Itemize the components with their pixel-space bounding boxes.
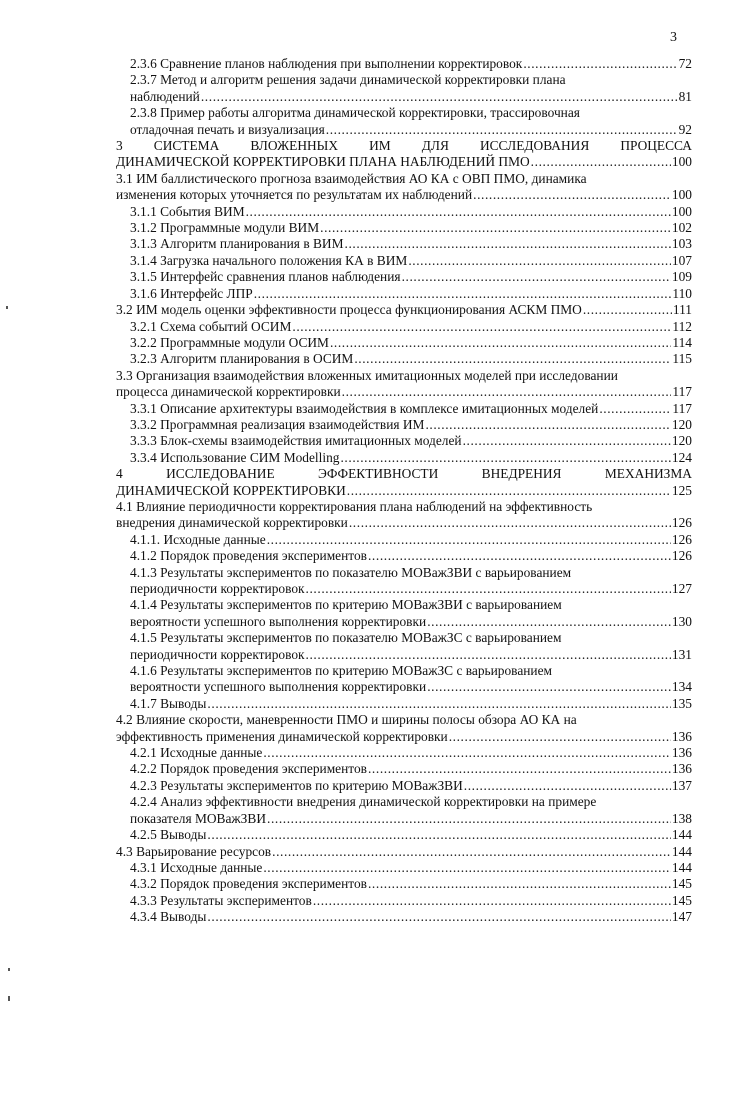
toc-entry bbox=[116, 368, 692, 401]
toc-entry-text: 3.2.3 Алгоритм планирования в ОСИМ bbox=[130, 351, 354, 367]
toc-entry bbox=[116, 466, 692, 499]
toc-page-number: 92 bbox=[678, 121, 692, 137]
toc-page-number: 127 bbox=[671, 581, 692, 596]
toc-entry-line bbox=[130, 860, 692, 876]
dot-leader bbox=[267, 811, 671, 827]
chapter-title-word: СИСТЕМА bbox=[153, 138, 220, 154]
toc-entry-line bbox=[130, 876, 692, 892]
toc-entry-text: 2.3.7 Метод и алгоритм решения задачи динамической корректировки плана bbox=[130, 72, 566, 88]
toc-entry bbox=[116, 532, 692, 548]
toc-page-number: 136 bbox=[671, 745, 692, 761]
toc-entry-line bbox=[116, 483, 692, 499]
toc-entry-line bbox=[130, 614, 692, 630]
dot-leader bbox=[272, 844, 671, 860]
dot-leader bbox=[201, 89, 678, 105]
toc-entry bbox=[116, 499, 692, 532]
toc-entry-line bbox=[130, 745, 692, 761]
dot-leader bbox=[292, 319, 671, 335]
dot-leader bbox=[267, 532, 671, 548]
toc-entry-text: 4.3.1 Исходные данные bbox=[130, 859, 263, 875]
toc-page-number: 126 bbox=[671, 548, 692, 564]
toc-entry-line bbox=[130, 548, 692, 564]
scan-speck bbox=[8, 996, 10, 1001]
toc-entry-text: 4.1.6 Результаты экспериментов по критерию МОВажЗС с варьированием bbox=[130, 663, 553, 679]
toc-entry-line bbox=[130, 433, 692, 449]
toc-entry-text: вероятности успешного выполнения корректировки bbox=[130, 613, 427, 629]
chapter-title-word: ИССЛЕДОВАНИЕ bbox=[166, 466, 275, 482]
toc-entry bbox=[116, 761, 692, 777]
toc-entry-line bbox=[130, 909, 692, 925]
toc-entry-line bbox=[116, 844, 692, 860]
toc-entry-line bbox=[116, 302, 692, 318]
toc-entry-line bbox=[130, 253, 692, 269]
toc-entry-text: вероятности успешного выполнения корректировки bbox=[130, 679, 427, 695]
toc-entry-text: 3.1.4 Загрузка начального положения КА в ВИМ bbox=[130, 252, 408, 268]
toc-entry-text: периодичности корректировок bbox=[130, 581, 305, 596]
dot-leader bbox=[330, 335, 671, 351]
toc-entry-text: 4.2.5 Выводы bbox=[130, 827, 207, 843]
toc-entry-text: 3.2.1 Схема событий ОСИМ bbox=[130, 318, 292, 334]
toc-entry bbox=[116, 335, 692, 351]
toc-entry bbox=[116, 401, 692, 417]
dot-leader bbox=[340, 450, 670, 466]
toc-entry-line bbox=[130, 335, 692, 351]
toc-entry bbox=[116, 548, 692, 564]
toc-entry-line bbox=[130, 220, 692, 236]
toc-entry bbox=[116, 56, 692, 72]
toc-page-number: 81 bbox=[678, 88, 692, 104]
toc-entry bbox=[116, 351, 692, 367]
toc-page-number: 107 bbox=[671, 252, 692, 268]
toc-entry-line bbox=[130, 417, 692, 433]
dot-leader bbox=[463, 433, 671, 449]
dot-leader bbox=[354, 351, 671, 367]
toc-entry-text: изменения которых уточняется по результатам их наблюдений bbox=[116, 187, 473, 203]
chapter-title-word: МЕХАНИЗМА bbox=[604, 466, 692, 482]
toc-page-number: 117 bbox=[672, 400, 692, 416]
toc-page-number: 125 bbox=[671, 482, 692, 498]
toc-page-number: 147 bbox=[671, 909, 692, 925]
toc-page-number: 72 bbox=[678, 56, 692, 71]
toc-entry-text: 3.1.3 Алгоритм планирования в ВИМ bbox=[130, 236, 344, 252]
toc-entry-text: показателя МОВажЗВИ bbox=[130, 810, 266, 826]
toc-entry-line bbox=[130, 893, 692, 909]
dot-leader bbox=[427, 679, 671, 695]
toc-entry-line bbox=[116, 384, 692, 400]
chapter-title-word: ПРОЦЕССА bbox=[620, 138, 692, 154]
chapter-title-word: 4 bbox=[116, 466, 123, 482]
toc-page-number: 144 bbox=[671, 859, 692, 875]
toc-entry bbox=[116, 319, 692, 335]
toc-entry bbox=[116, 893, 692, 909]
toc-entry-text: процесса динамической корректировки bbox=[116, 384, 341, 400]
toc-page-number: 136 bbox=[671, 761, 692, 777]
toc-page-number: 144 bbox=[671, 827, 692, 843]
toc-page-number: 145 bbox=[671, 892, 692, 908]
toc-entry-line bbox=[130, 811, 692, 827]
toc-page-number: 126 bbox=[671, 515, 692, 531]
dot-leader bbox=[263, 860, 671, 876]
toc-entry bbox=[116, 712, 692, 745]
dot-leader bbox=[306, 581, 671, 597]
toc-entry-text: 3.3.1 Описание архитектуры взаимодействия в комплексе имитационных моделей bbox=[130, 400, 599, 416]
toc-entry-text: ДИНАМИЧЕСКОЙ КОРРЕКТИРОВКИ ПЛАНА НАБЛЮДЕНИЙ ПМО bbox=[116, 154, 530, 170]
toc-entry bbox=[116, 433, 692, 449]
toc-page-number: 135 bbox=[671, 695, 692, 711]
toc-page-number: 111 bbox=[672, 302, 692, 318]
chapter-title-line bbox=[116, 138, 692, 154]
toc-page-number: 100 bbox=[671, 187, 692, 203]
dot-leader bbox=[326, 122, 678, 138]
toc-entry-line bbox=[130, 204, 692, 220]
toc-entry-line bbox=[130, 827, 692, 843]
dot-leader bbox=[531, 154, 671, 170]
toc-entry-text: 3.3.3 Блок-схемы взаимодействия имитационных моделей bbox=[130, 433, 462, 449]
toc-entry-text: 3.1.5 Интерфейс сравнения планов наблюдения bbox=[130, 269, 401, 285]
toc-entry-line bbox=[116, 515, 692, 531]
toc-entry-line bbox=[130, 286, 692, 302]
toc-entry-line bbox=[130, 122, 692, 138]
toc-page-number: 120 bbox=[671, 433, 692, 449]
toc-entry bbox=[116, 171, 692, 204]
toc-entry-line bbox=[130, 450, 692, 466]
toc-entry-line bbox=[130, 401, 692, 417]
chapter-title-word: 3 bbox=[116, 138, 123, 154]
toc-page-number: 131 bbox=[671, 646, 692, 662]
toc-entry bbox=[116, 220, 692, 236]
toc-entry bbox=[116, 138, 692, 171]
toc-entry-line bbox=[130, 56, 692, 72]
dot-leader bbox=[207, 696, 670, 712]
toc-entry bbox=[116, 105, 692, 138]
toc-page-number: 126 bbox=[671, 531, 692, 547]
toc-entry-line bbox=[130, 89, 692, 105]
table-of-contents bbox=[116, 56, 692, 926]
toc-entry bbox=[116, 417, 692, 433]
dot-leader bbox=[207, 827, 670, 843]
toc-entry-text: наблюдений bbox=[130, 88, 200, 104]
chapter-title-word: ВЛОЖЕННЫХ bbox=[250, 138, 339, 154]
dot-leader bbox=[254, 286, 672, 302]
toc-page-number: 138 bbox=[671, 810, 692, 826]
toc-entry bbox=[116, 778, 692, 794]
toc-page-number: 144 bbox=[671, 843, 692, 859]
toc-entry-text: 4.3.2 Порядок проведения экспериментов bbox=[130, 876, 367, 892]
toc-entry-text: отладочная печать и визуализация bbox=[130, 121, 325, 137]
toc-entry bbox=[116, 844, 692, 860]
toc-entry-text: 4.1.3 Результаты экспериментов по показателю МОВажЗВИ с варьированием bbox=[130, 564, 572, 580]
dot-leader bbox=[368, 761, 671, 777]
toc-page-number: 130 bbox=[671, 613, 692, 629]
toc-entry-text: 4.2 Влияние скорости, маневренности ПМО и ширины полосы обзора АО КА на bbox=[116, 712, 577, 728]
toc-entry-text: 4.1 Влияние периодичности корректирования плана наблюдений на эффективность bbox=[116, 498, 593, 514]
chapter-title-word: ЭФФЕКТИВНОСТИ bbox=[318, 466, 439, 482]
toc-page-number: 117 bbox=[672, 384, 692, 400]
toc-page-number: 103 bbox=[671, 236, 692, 252]
toc-entry bbox=[116, 253, 692, 269]
toc-entry-text: 3.3.2 Программная реализация взаимодействия ИМ bbox=[130, 416, 425, 432]
dot-leader bbox=[347, 483, 671, 499]
toc-page-number: 115 bbox=[672, 351, 692, 367]
chapter-title-word: ДЛЯ bbox=[421, 138, 449, 154]
chapter-title-word: ИССЛЕДОВАНИЯ bbox=[479, 138, 590, 154]
toc-entry-text: 3.1.6 Интерфейс ЛПР bbox=[130, 285, 253, 301]
page-number: 3 bbox=[670, 30, 677, 45]
dot-leader bbox=[523, 56, 677, 72]
dot-leader bbox=[246, 204, 671, 220]
toc-entry-line bbox=[130, 236, 692, 252]
toc-entry-text: 4.1.7 Выводы bbox=[130, 695, 207, 711]
dot-leader bbox=[306, 647, 671, 663]
dot-leader bbox=[313, 893, 671, 909]
toc-entry-line bbox=[116, 154, 692, 170]
toc-entry-text: 2.3.6 Сравнение планов наблюдения при выполнении корректировок bbox=[130, 56, 523, 71]
toc-entry-text: 3.1.2 Программные модули ВИМ bbox=[130, 220, 320, 236]
toc-entry bbox=[116, 450, 692, 466]
toc-entry-text: 3.2.2 Программные модули ОСИМ bbox=[130, 334, 329, 350]
dot-leader bbox=[583, 302, 672, 318]
dot-leader bbox=[449, 729, 671, 745]
scan-speck bbox=[8, 968, 10, 971]
dot-leader bbox=[473, 187, 671, 203]
toc-page-number: 145 bbox=[671, 876, 692, 892]
toc-entry bbox=[116, 204, 692, 220]
dot-leader bbox=[408, 253, 671, 269]
dot-leader bbox=[464, 778, 671, 794]
dot-leader bbox=[599, 401, 671, 417]
dot-leader bbox=[342, 384, 672, 400]
toc-page-number: 134 bbox=[671, 679, 692, 695]
toc-entry bbox=[116, 696, 692, 712]
toc-entry-line bbox=[130, 679, 692, 695]
toc-entry bbox=[116, 745, 692, 761]
toc-entry-text: 4.1.2 Порядок проведения экспериментов bbox=[130, 548, 367, 564]
toc-entry-text: 4.3.4 Выводы bbox=[130, 909, 207, 925]
toc-entry bbox=[116, 794, 692, 827]
toc-entry-text: 3.3.4 Использование СИМ Modelling bbox=[130, 449, 340, 465]
toc-entry-text: 4.2.1 Исходные данные bbox=[130, 745, 263, 761]
toc-entry-line bbox=[130, 581, 692, 597]
toc-entry-text: 4.1.5 Результаты экспериментов по показателю МОВажЗС с варьированием bbox=[130, 630, 562, 646]
toc-entry-text: 4.2.2 Порядок проведения экспериментов bbox=[130, 761, 367, 777]
toc-page-number: 102 bbox=[671, 220, 692, 236]
toc-entry bbox=[116, 72, 692, 105]
toc-entry-text: 3.1.1 События ВИМ bbox=[130, 203, 245, 219]
toc-entry bbox=[116, 909, 692, 925]
toc-page-number: 109 bbox=[671, 269, 692, 285]
toc-entry-text: 4.3.3 Результаты экспериментов bbox=[130, 892, 312, 908]
toc-page-number: 112 bbox=[672, 318, 692, 334]
toc-page-number: 110 bbox=[672, 285, 692, 301]
toc-entry bbox=[116, 827, 692, 843]
toc-entry-line bbox=[130, 696, 692, 712]
toc-entry-line bbox=[130, 532, 692, 548]
toc-page-number: 136 bbox=[671, 728, 692, 744]
toc-entry-text: 3.3 Организация взаимодействия вложенных имитационных моделей при исследовании bbox=[116, 367, 618, 383]
chapter-title-word: ИМ bbox=[369, 138, 391, 154]
toc-entry-text: 4.2.4 Анализ эффективности внедрения динамической корректировки на примере bbox=[130, 794, 597, 810]
toc-entry bbox=[116, 630, 692, 663]
toc-entry bbox=[116, 663, 692, 696]
dot-leader bbox=[263, 745, 671, 761]
toc-entry bbox=[116, 269, 692, 285]
toc-entry bbox=[116, 876, 692, 892]
dot-leader bbox=[345, 236, 671, 252]
toc-entry-text: эффективность применения динамической корректировки bbox=[116, 728, 448, 744]
toc-entry-text: ДИНАМИЧЕСКОЙ КОРРЕКТИРОВКИ bbox=[116, 482, 346, 498]
toc-entry bbox=[116, 565, 692, 598]
toc-entry-line bbox=[130, 761, 692, 777]
toc-entry-line bbox=[116, 729, 692, 745]
toc-entry-text: 2.3.8 Пример работы алгоритма динамической корректировки, трассировочная bbox=[130, 105, 580, 121]
toc-page-number: 100 bbox=[671, 203, 692, 219]
toc-entry-text: 4.3 Варьирование ресурсов bbox=[116, 843, 272, 859]
toc-entry-text: 3.1 ИМ баллистического прогноза взаимодействия АО КА с ОВП ПМО, динамика bbox=[116, 170, 587, 186]
dot-leader bbox=[207, 909, 670, 925]
toc-page-number: 114 bbox=[672, 334, 692, 350]
toc-entry-text: 3.2 ИМ модель оценки эффективности процесса функционирования АСКМ ПМО bbox=[116, 302, 582, 318]
toc-entry-line bbox=[130, 269, 692, 285]
toc-entry-text: периодичности корректировок bbox=[130, 646, 305, 662]
dot-leader bbox=[349, 515, 671, 531]
toc-entry bbox=[116, 236, 692, 252]
toc-entry-line bbox=[130, 351, 692, 367]
dot-leader bbox=[320, 220, 671, 236]
toc-entry bbox=[116, 302, 692, 318]
toc-entry bbox=[116, 286, 692, 302]
toc-entry-line bbox=[116, 187, 692, 203]
chapter-title-word: ВНЕДРЕНИЯ bbox=[481, 466, 562, 482]
toc-entry-line bbox=[130, 319, 692, 335]
toc-page-number: 100 bbox=[671, 154, 692, 170]
toc-entry-text: внедрения динамической корректировки bbox=[116, 515, 348, 531]
toc-page-number: 137 bbox=[671, 777, 692, 793]
dot-leader bbox=[402, 269, 671, 285]
toc-entry-line bbox=[130, 647, 692, 663]
toc-entry-text: 4.1.1. Исходные данные bbox=[130, 531, 266, 547]
dot-leader bbox=[368, 548, 671, 564]
chapter-title-line bbox=[116, 466, 692, 482]
toc-entry bbox=[116, 860, 692, 876]
dot-leader bbox=[425, 417, 670, 433]
toc-entry-text: 4.2.3 Результаты экспериментов по критерию МОВажЗВИ bbox=[130, 777, 463, 793]
toc-page-number: 120 bbox=[671, 416, 692, 432]
scan-speck bbox=[6, 306, 8, 309]
dot-leader bbox=[368, 876, 671, 892]
toc-entry-line bbox=[130, 778, 692, 794]
toc-entry-text: 4.1.4 Результаты экспериментов по критерию МОВажЗВИ с варьированием bbox=[130, 597, 562, 613]
toc-page-number: 124 bbox=[671, 449, 692, 465]
dot-leader bbox=[427, 614, 671, 630]
toc-entry bbox=[116, 597, 692, 630]
